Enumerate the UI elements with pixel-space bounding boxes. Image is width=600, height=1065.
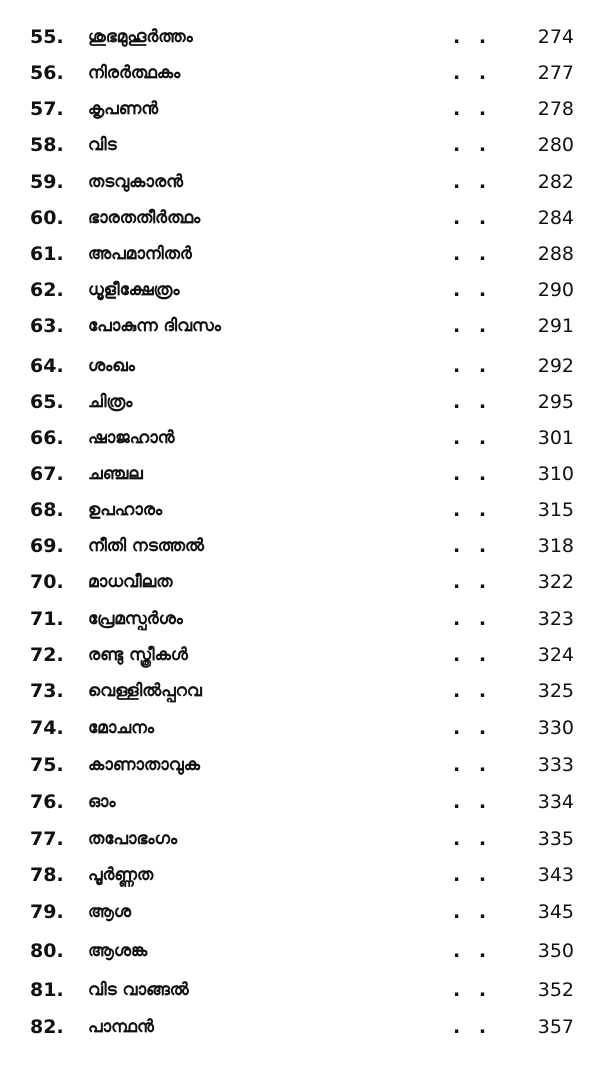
toc-row — [0, 975, 600, 1005]
entry-title: ഭാരതതീർത്ഥം — [88, 208, 201, 228]
entry-title: അപമാനിതർ — [88, 244, 192, 264]
entry-leader: . . — [453, 26, 493, 48]
toc-row — [0, 387, 600, 417]
entry-page: 292 — [537, 355, 574, 377]
entry-page: 357 — [537, 1016, 574, 1038]
entry-leader: . . — [453, 207, 493, 229]
entry-title: ധൂളീക്ഷേത്രം — [88, 280, 180, 300]
entry-number: 67. — [30, 463, 64, 485]
entry-page: 323 — [537, 608, 574, 630]
entry-title: നിരർത്ഥകം — [88, 63, 181, 83]
entry-page: 324 — [537, 644, 574, 666]
entry-page: 278 — [537, 98, 574, 120]
toc-row — [0, 311, 600, 341]
entry-number: 70. — [30, 571, 64, 593]
entry-page: 343 — [537, 864, 574, 886]
toc-row — [0, 787, 600, 817]
entry-leader: . . — [453, 427, 493, 449]
toc-row — [0, 275, 600, 305]
entry-number: 80. — [30, 940, 64, 962]
toc-row — [0, 676, 600, 706]
entry-title: മോചനം — [88, 718, 154, 738]
entry-page: 330 — [537, 717, 574, 739]
entry-number: 82. — [30, 1016, 64, 1038]
entry-number: 68. — [30, 499, 64, 521]
entry-leader: . . — [453, 355, 493, 377]
entry-number: 74. — [30, 717, 64, 739]
entry-title: ചഞ്ചല — [88, 464, 143, 484]
entry-page: 277 — [537, 62, 574, 84]
entry-number: 65. — [30, 391, 64, 413]
entry-leader: . . — [453, 940, 493, 962]
entry-page: 334 — [537, 791, 574, 813]
entry-page: 282 — [537, 171, 574, 193]
toc-row — [0, 860, 600, 890]
entry-page: 301 — [537, 427, 574, 449]
entry-page: 290 — [537, 279, 574, 301]
entry-leader: . . — [453, 901, 493, 923]
toc-row — [0, 203, 600, 233]
toc-row — [0, 640, 600, 670]
entry-title: നീതി നടത്തൽ — [88, 536, 204, 556]
toc-row — [0, 459, 600, 489]
entry-page: 352 — [537, 979, 574, 1001]
entry-number: 69. — [30, 535, 64, 557]
entry-leader: . . — [453, 391, 493, 413]
entry-title: ചിത്രം — [88, 392, 133, 412]
toc-row — [0, 495, 600, 525]
entry-page: 335 — [537, 828, 574, 850]
entry-leader: . . — [453, 535, 493, 557]
entry-title: വിട — [88, 135, 117, 155]
entry-number: 59. — [30, 171, 64, 193]
entry-page: 333 — [537, 754, 574, 776]
entry-leader: . . — [453, 243, 493, 265]
entry-number: 64. — [30, 355, 64, 377]
entry-title: തപോഭംഗം — [88, 829, 178, 849]
entry-page: 322 — [537, 571, 574, 593]
entry-page: 310 — [537, 463, 574, 485]
entry-number: 73. — [30, 680, 64, 702]
entry-number: 81. — [30, 979, 64, 1001]
entry-number: 77. — [30, 828, 64, 850]
entry-title: ഓം — [88, 792, 116, 812]
entry-number: 75. — [30, 754, 64, 776]
entry-title: കാണാതാവുക — [88, 755, 200, 775]
toc-row — [0, 567, 600, 597]
entry-leader: . . — [453, 864, 493, 886]
entry-page: 291 — [537, 315, 574, 337]
entry-leader: . . — [453, 754, 493, 776]
entry-page: 288 — [537, 243, 574, 265]
toc-row — [0, 604, 600, 634]
toc-row — [0, 713, 600, 743]
entry-title: ആശങ്ക — [88, 941, 148, 961]
entry-number: 62. — [30, 279, 64, 301]
entry-number: 71. — [30, 608, 64, 630]
toc-row — [0, 22, 600, 52]
entry-number: 72. — [30, 644, 64, 666]
entry-number: 66. — [30, 427, 64, 449]
entry-title: രണ്ടു സ്ത്രീകൾ — [88, 645, 188, 665]
entry-title: കൃപണൻ — [88, 99, 159, 119]
entry-leader: . . — [453, 571, 493, 593]
toc-row — [0, 531, 600, 561]
entry-number: 60. — [30, 207, 64, 229]
entry-leader: . . — [453, 98, 493, 120]
toc-row — [0, 130, 600, 160]
entry-title: ആശ — [88, 902, 132, 922]
entry-leader: . . — [453, 279, 493, 301]
entry-leader: . . — [453, 608, 493, 630]
entry-number: 56. — [30, 62, 64, 84]
entry-number: 63. — [30, 315, 64, 337]
entry-number: 55. — [30, 26, 64, 48]
entry-leader: . . — [453, 62, 493, 84]
entry-page: 315 — [537, 499, 574, 521]
entry-page: 284 — [537, 207, 574, 229]
entry-title: തടവുകാരൻ — [88, 172, 184, 192]
toc-row — [0, 936, 600, 966]
entry-title: പ്രേമസ്പർശം — [88, 609, 183, 629]
entry-title: മാധവീലത — [88, 572, 173, 592]
entry-title: വെള്ളിൽപ്പറവ — [88, 681, 202, 701]
entry-leader: . . — [453, 499, 493, 521]
entry-number: 58. — [30, 134, 64, 156]
toc-row — [0, 239, 600, 269]
toc-row — [0, 750, 600, 780]
entry-number: 79. — [30, 901, 64, 923]
entry-leader: . . — [453, 134, 493, 156]
entry-title: ശംഖം — [88, 356, 135, 376]
entry-leader: . . — [453, 1016, 493, 1038]
entry-page: 295 — [537, 391, 574, 413]
toc-row — [0, 167, 600, 197]
entry-leader: . . — [453, 791, 493, 813]
entry-title: ഉപഹാരം — [88, 500, 163, 520]
toc-row — [0, 897, 600, 927]
entry-leader: . . — [453, 171, 493, 193]
entry-leader: . . — [453, 979, 493, 1001]
entry-leader: . . — [453, 680, 493, 702]
entry-leader: . . — [453, 463, 493, 485]
entry-leader: . . — [453, 828, 493, 850]
toc-row — [0, 1012, 600, 1042]
entry-title: പോകുന്ന ദിവസം — [88, 316, 221, 336]
entry-page: 345 — [537, 901, 574, 923]
entry-number: 78. — [30, 864, 64, 886]
entry-page: 274 — [537, 26, 574, 48]
entry-title: ശുഭമുഹൂർത്തം — [88, 27, 193, 47]
toc-row — [0, 351, 600, 381]
entry-number: 57. — [30, 98, 64, 120]
entry-page: 318 — [537, 535, 574, 557]
toc-row — [0, 58, 600, 88]
toc-row — [0, 423, 600, 453]
entry-page: 325 — [537, 680, 574, 702]
entry-leader: . . — [453, 644, 493, 666]
entry-number: 61. — [30, 243, 64, 265]
entry-title: വിട വാങ്ങൽ — [88, 980, 189, 1000]
entry-number: 76. — [30, 791, 64, 813]
entry-leader: . . — [453, 315, 493, 337]
toc-row — [0, 94, 600, 124]
entry-title: ഷാജഹാൻ — [88, 428, 175, 448]
entry-leader: . . — [453, 717, 493, 739]
entry-page: 280 — [537, 134, 574, 156]
entry-title: പാന്ഥൻ — [88, 1017, 154, 1037]
entry-title: പൂർണ്ണത — [88, 865, 154, 885]
toc-row — [0, 824, 600, 854]
entry-page: 350 — [537, 940, 574, 962]
